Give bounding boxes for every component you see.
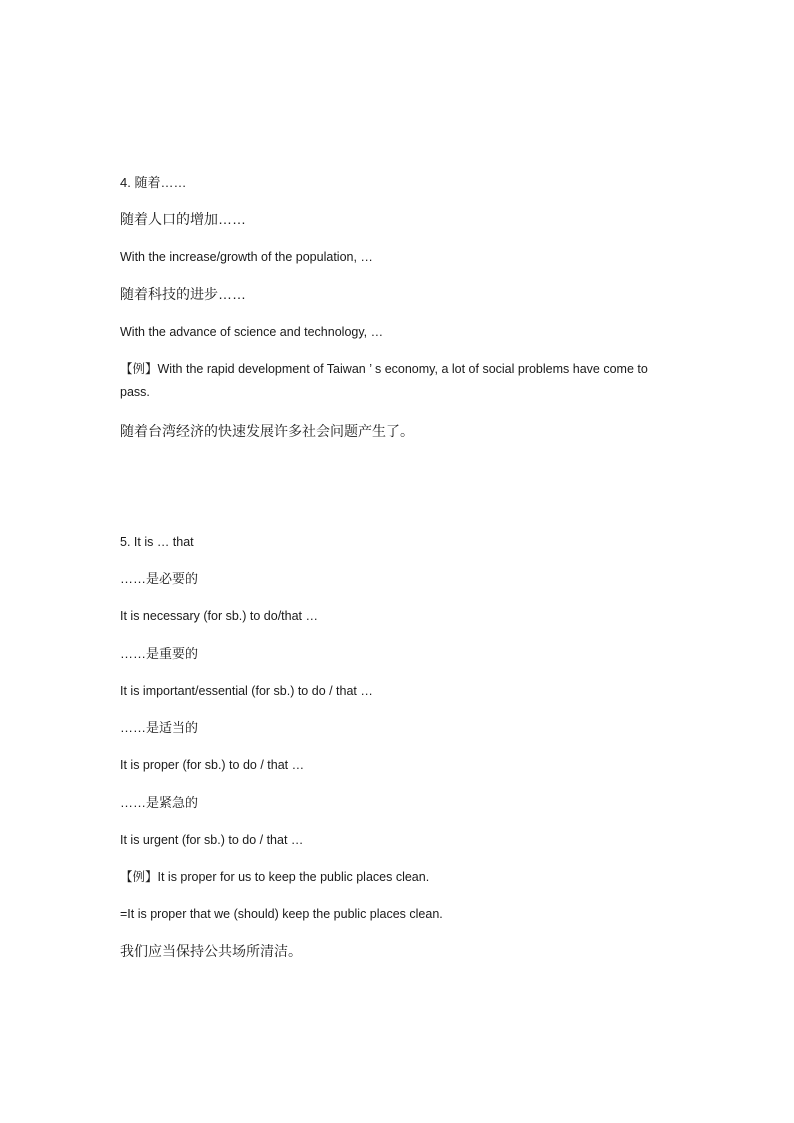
example-english-clean: 【例】It is proper for us to keep the public places clean. [120, 870, 430, 884]
phrase-english-technology: With the advance of science and technology, … [120, 325, 384, 339]
phrase-chinese-proper: ……是适当的 [120, 720, 199, 735]
section-5-heading: 5. It is … that [120, 535, 194, 549]
example-english-taiwan: 【例】With the rapid development of Taiwan ’ s economy, a lot of social problems have come to pass. [120, 362, 648, 399]
example-english-clean-alt: =It is proper that we (should) keep the public places clean. [120, 907, 443, 921]
phrase-chinese-necessary: ……是必要的 [120, 571, 199, 586]
example-chinese-taiwan: 随着台湾经济的快速发展许多社会问题产生了。 [120, 423, 414, 439]
example-chinese-clean: 我们应当保持公共场所清洁。 [120, 943, 302, 959]
phrase-chinese-urgent: ……是紧急的 [120, 795, 199, 810]
phrase-english-urgent: It is urgent (for sb.) to do / that … [120, 833, 304, 847]
phrase-chinese-important: ……是重要的 [120, 646, 199, 661]
phrase-chinese-population: 随着人口的增加…… [120, 211, 246, 227]
phrase-chinese-technology: 随着科技的进步…… [120, 286, 246, 302]
phrase-english-necessary: It is necessary (for sb.) to do/that … [120, 609, 318, 623]
phrase-english-proper: It is proper (for sb.) to do / that … [120, 758, 305, 772]
phrase-english-important: It is important/essential (for sb.) to do / that … [120, 684, 373, 698]
phrase-english-population: With the increase/growth of the population, … [120, 250, 373, 264]
section-4-heading: 4. 随着…… [120, 175, 187, 190]
